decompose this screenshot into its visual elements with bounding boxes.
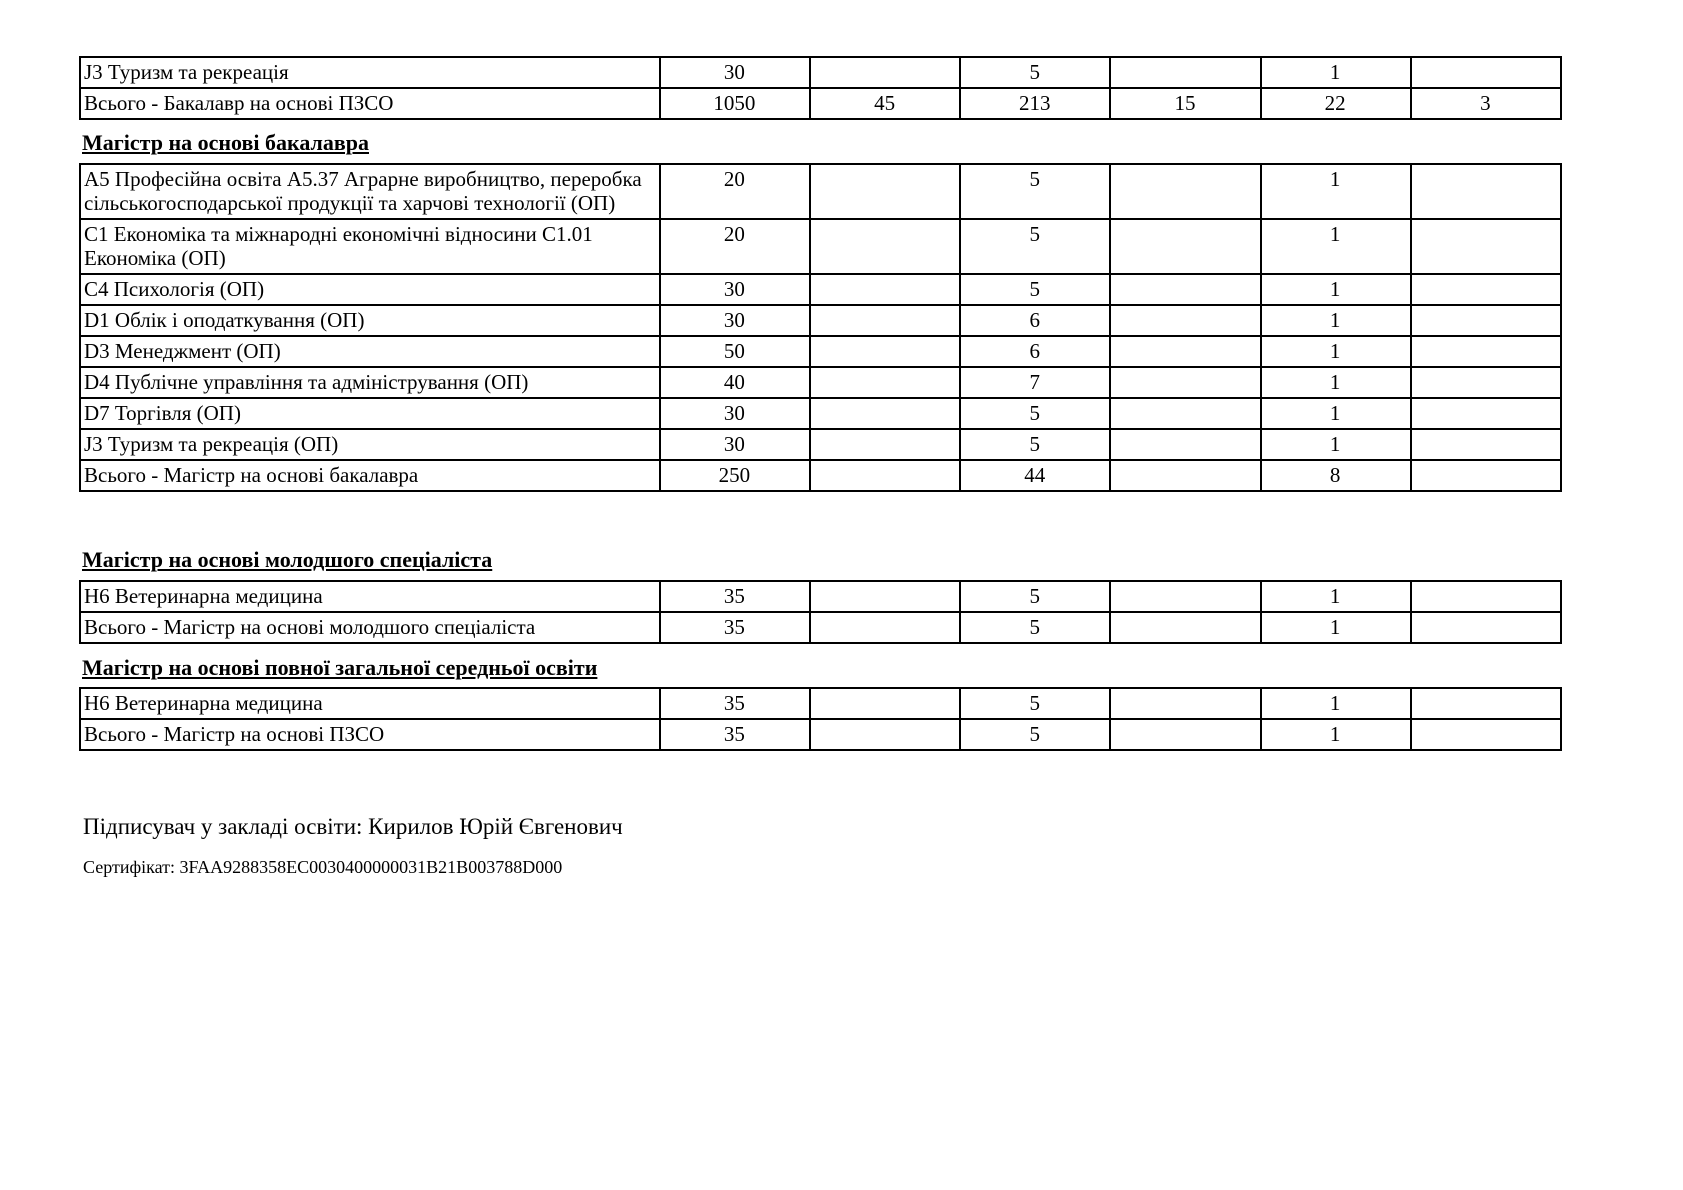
specialty-name-cell: Всього - Бакалавр на основі ПЗСО: [80, 88, 660, 119]
table-row: [80, 429, 1561, 460]
value-cell: [1411, 460, 1561, 491]
specialty-name-cell: H6 Ветеринарна медицина: [80, 581, 660, 612]
value-cell: 1: [1261, 164, 1411, 219]
value-cell: 5: [960, 164, 1110, 219]
value-cell: 30: [660, 274, 810, 305]
value-cell: [1110, 336, 1260, 367]
table-row: [80, 398, 1561, 429]
value-cell: 1: [1261, 336, 1411, 367]
section-heading: Магістр на основі молодшого спеціаліста: [82, 547, 493, 572]
value-cell: 213: [960, 88, 1110, 119]
value-cell: 5: [960, 219, 1110, 274]
value-cell: [810, 57, 960, 88]
value-cell: [810, 719, 960, 750]
value-cell: [1110, 688, 1260, 719]
specialty-name-cell: A5 Професійна освіта A5.37 Аграрне виробництво, переробка сільськогосподарської продукції та харчові технології (ОП): [80, 164, 660, 219]
specialty-name-cell: J3 Туризм та рекреація (ОП): [80, 429, 660, 460]
table-row: [80, 305, 1561, 336]
value-cell: 15: [1110, 88, 1260, 119]
certificate-line: Сертифікат: 3FAA9288358EC0030400000031B21B003788D000: [83, 857, 563, 877]
value-cell: 1: [1261, 719, 1411, 750]
value-cell: 22: [1261, 88, 1411, 119]
specialty-name-cell: Всього - Магістр на основі молодшого спеціаліста: [80, 612, 660, 643]
value-cell: [1110, 398, 1260, 429]
value-cell: 7: [960, 367, 1110, 398]
value-cell: 3: [1411, 88, 1561, 119]
value-cell: [1411, 688, 1561, 719]
value-cell: [810, 612, 960, 643]
signer-line: Підписувач у закладі освіти: Кирилов Юрій Євгенович: [83, 814, 623, 839]
value-cell: 35: [660, 688, 810, 719]
specialty-name-cell: C4 Психологія (ОП): [80, 274, 660, 305]
table-row: [80, 336, 1561, 367]
value-cell: [1411, 719, 1561, 750]
value-cell: [1411, 219, 1561, 274]
value-cell: 1: [1261, 398, 1411, 429]
value-cell: 35: [660, 581, 810, 612]
value-cell: [1110, 719, 1260, 750]
section-heading: Магістр на основі бакалавра: [82, 130, 369, 155]
value-cell: 5: [960, 398, 1110, 429]
value-cell: [1110, 305, 1260, 336]
value-cell: [810, 688, 960, 719]
value-cell: [1110, 274, 1260, 305]
value-cell: [1411, 612, 1561, 643]
value-cell: 20: [660, 219, 810, 274]
table-row: [80, 460, 1561, 491]
value-cell: 250: [660, 460, 810, 491]
value-cell: 1: [1261, 688, 1411, 719]
value-cell: [1110, 57, 1260, 88]
specialty-name-cell: D4 Публічне управління та адміністрування (ОП): [80, 367, 660, 398]
value-cell: [1110, 164, 1260, 219]
value-cell: 1: [1261, 57, 1411, 88]
value-cell: 5: [960, 429, 1110, 460]
value-cell: [810, 581, 960, 612]
value-cell: [1411, 274, 1561, 305]
value-cell: [1411, 305, 1561, 336]
value-cell: [810, 398, 960, 429]
master-junior-specialist-table: [79, 580, 1562, 644]
value-cell: 5: [960, 612, 1110, 643]
value-cell: [1110, 367, 1260, 398]
value-cell: [1110, 581, 1260, 612]
table-row: [80, 219, 1561, 274]
value-cell: 20: [660, 164, 810, 219]
value-cell: 5: [960, 719, 1110, 750]
table-row: [80, 88, 1561, 119]
specialty-name-cell: Всього - Магістр на основі бакалавра: [80, 460, 660, 491]
value-cell: 40: [660, 367, 810, 398]
value-cell: 5: [960, 57, 1110, 88]
value-cell: 6: [960, 336, 1110, 367]
value-cell: 1050: [660, 88, 810, 119]
master-secondary-table: [79, 687, 1562, 751]
value-cell: 6: [960, 305, 1110, 336]
value-cell: 35: [660, 612, 810, 643]
value-cell: 8: [1261, 460, 1411, 491]
table-row: [80, 581, 1561, 612]
value-cell: 50: [660, 336, 810, 367]
table-row: [80, 164, 1561, 219]
value-cell: [1411, 398, 1561, 429]
table-row: [80, 719, 1561, 750]
section-heading: Магістр на основі повної загальної середньої освіти: [82, 655, 598, 680]
value-cell: [1411, 429, 1561, 460]
value-cell: [1110, 612, 1260, 643]
table-row: [80, 57, 1561, 88]
value-cell: [810, 164, 960, 219]
master-bachelor-table: [79, 163, 1562, 492]
value-cell: [1110, 429, 1260, 460]
value-cell: [1411, 336, 1561, 367]
value-cell: 30: [660, 305, 810, 336]
value-cell: 30: [660, 57, 810, 88]
value-cell: 1: [1261, 367, 1411, 398]
table-row: [80, 274, 1561, 305]
specialty-name-cell: C1 Економіка та міжнародні економічні відносини C1.01 Економіка (ОП): [80, 219, 660, 274]
value-cell: [810, 367, 960, 398]
value-cell: [810, 336, 960, 367]
specialty-name-cell: D3 Менеджмент (ОП): [80, 336, 660, 367]
value-cell: 1: [1261, 219, 1411, 274]
value-cell: [810, 274, 960, 305]
value-cell: 44: [960, 460, 1110, 491]
value-cell: 5: [960, 274, 1110, 305]
value-cell: 30: [660, 429, 810, 460]
value-cell: [810, 460, 960, 491]
value-cell: [1411, 581, 1561, 612]
table-row: [80, 367, 1561, 398]
value-cell: [1411, 367, 1561, 398]
specialty-name-cell: Всього - Магістр на основі ПЗСО: [80, 719, 660, 750]
value-cell: [1411, 57, 1561, 88]
value-cell: 35: [660, 719, 810, 750]
value-cell: [1110, 219, 1260, 274]
specialty-name-cell: D1 Облік і оподаткування (ОП): [80, 305, 660, 336]
value-cell: [810, 429, 960, 460]
bachelor-table: [79, 56, 1562, 120]
value-cell: 1: [1261, 429, 1411, 460]
table-row: [80, 612, 1561, 643]
value-cell: 5: [960, 581, 1110, 612]
value-cell: [1110, 460, 1260, 491]
value-cell: 1: [1261, 612, 1411, 643]
value-cell: 1: [1261, 305, 1411, 336]
value-cell: 1: [1261, 581, 1411, 612]
specialty-name-cell: J3 Туризм та рекреація: [80, 57, 660, 88]
value-cell: 30: [660, 398, 810, 429]
value-cell: [810, 219, 960, 274]
value-cell: 5: [960, 688, 1110, 719]
value-cell: [810, 305, 960, 336]
value-cell: [1411, 164, 1561, 219]
specialty-name-cell: H6 Ветеринарна медицина: [80, 688, 660, 719]
value-cell: 45: [810, 88, 960, 119]
table-row: [80, 688, 1561, 719]
value-cell: 1: [1261, 274, 1411, 305]
specialty-name-cell: D7 Торгівля (ОП): [80, 398, 660, 429]
